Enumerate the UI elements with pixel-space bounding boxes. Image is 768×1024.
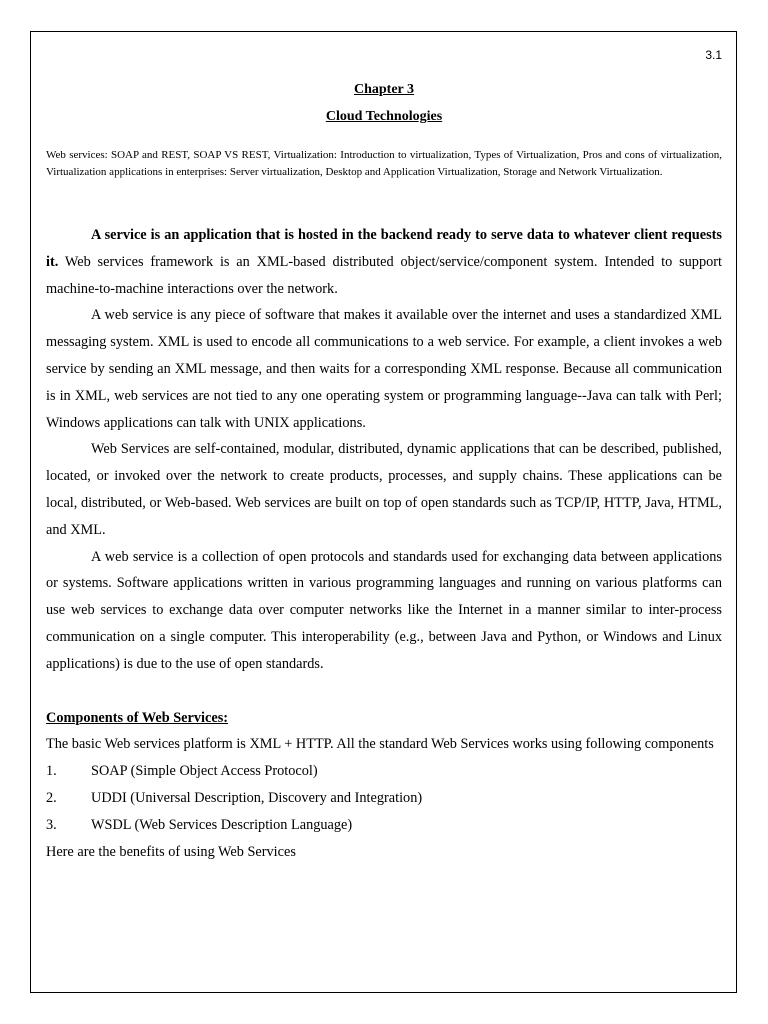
list-item-text: UDDI (Universal Description, Discovery and Integration) xyxy=(91,789,423,806)
chapter-subtitle: Cloud Technologies xyxy=(325,109,443,124)
components-list xyxy=(46,758,722,838)
list-item-number: 2. xyxy=(46,789,57,806)
chapter-topics: Web services: SOAP and REST, SOAP VS REST, Virtualization: Introduction to virtualization, Types of Virtualization, Pros and cons of virtualization, Virtualization applications in enterprises: Server virtualization, Desktop and Application Virtualization, Storage and Network Virtualization. xyxy=(46,149,722,178)
paragraph: A web service is any piece of software that makes it available over the internet and uses a standardized XML messaging system. XML is used to encode all communications to a web service. For example, a client invokes a web service by sending an XML message, and then waits for a corresponding XML response. Because all communication is in XML, web services are not tied to any one operating system or programming language--Java can talk with Perl; Windows applications can talk with UNIX applications. xyxy=(46,307,722,431)
paragraph xyxy=(46,222,722,302)
paragraph: Web Services are self-contained, modular, distributed, dynamic applications that can be described, published, located, or invoked over the network to create products, processes, and supply chains. These applications can be local, distributed, or Web-based. Web services are built on top of open standards such as TCP/IP, HTTP, Java, HTML, and XML. xyxy=(46,441,722,538)
section-heading: Components of Web Services: xyxy=(46,709,229,726)
list-item-number: 3. xyxy=(46,816,57,833)
list-item xyxy=(46,758,722,785)
list-item-number: 1. xyxy=(46,763,57,780)
list-item-text: SOAP (Simple Object Access Protocol) xyxy=(91,763,318,780)
document-body xyxy=(46,222,722,865)
paragraph-text: Web services framework is an XML-based distributed object/service/component system. Intended to support machine-to-machine interactions over the network. xyxy=(46,253,722,297)
section-intro: The basic Web services platform is XML + HTTP. All the standard Web Services works using following components xyxy=(46,736,714,753)
list-item-text: WSDL (Web Services Description Language) xyxy=(91,816,353,833)
paragraph: A web service is a collection of open protocols and standards used for exchanging data between applications or systems. Software applications written in various programming languages and running on various platforms can use web services to exchange data over computer networks like the Internet in a manner similar to inter-process communication on a single computer. This interoperability (e.g., between Java and Python, or Windows and Linux applications) is due to the use of open standards. xyxy=(46,548,722,672)
page-number: 3.1 xyxy=(705,48,722,62)
chapter-title: Chapter 3 xyxy=(353,82,415,97)
list-item xyxy=(46,812,722,839)
paragraph-bold-lead: A service is an application that is hosted in the backend ready to serve data to whatever client requests it. xyxy=(46,227,722,270)
list-item xyxy=(46,785,722,812)
section-outro: Here are the benefits of using Web Services xyxy=(46,843,296,860)
